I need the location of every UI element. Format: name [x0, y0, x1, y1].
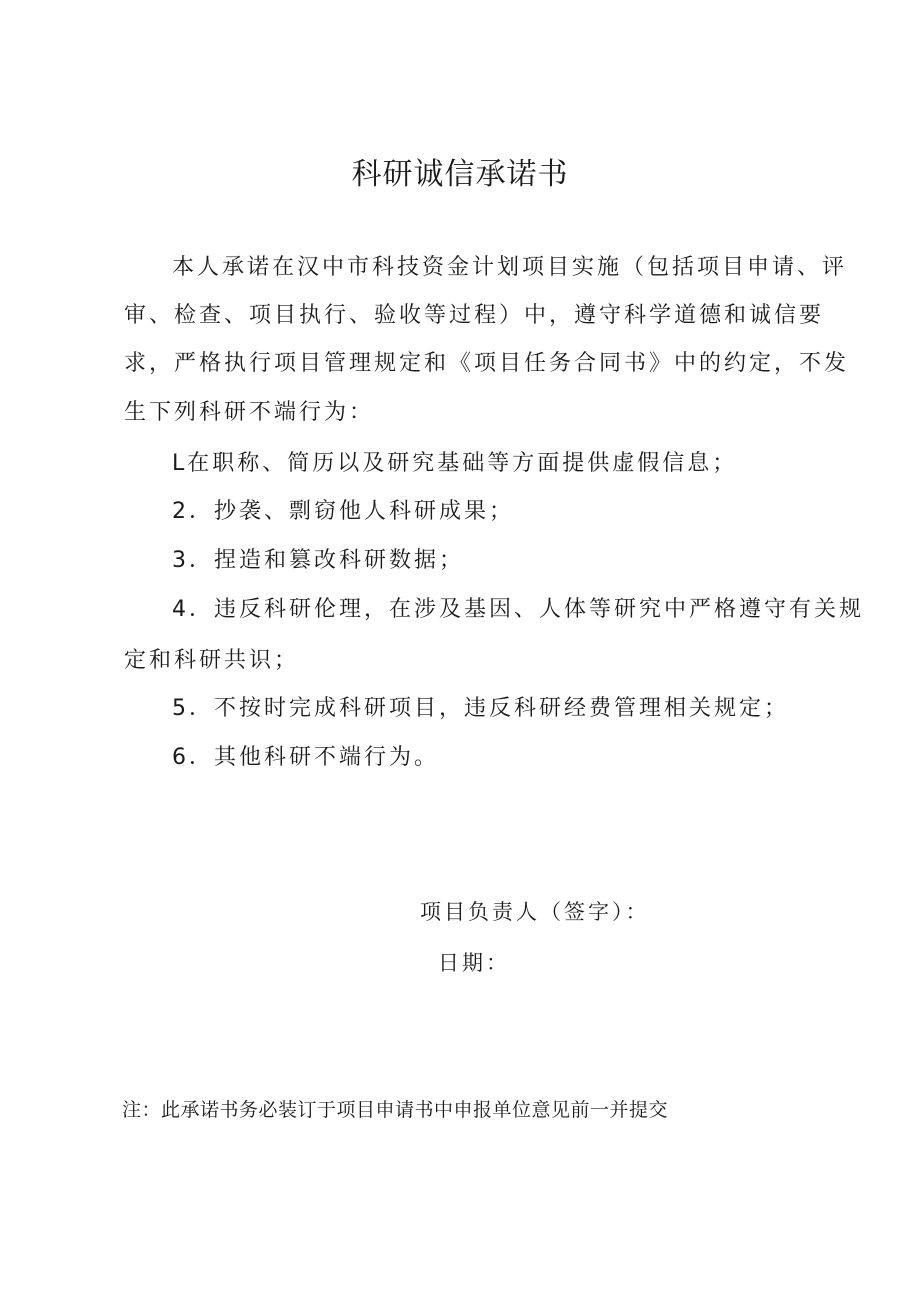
list-item-1: L在职称、简历以及研究基础等方面提供虚假信息； — [172, 451, 738, 476]
list-item-6: 6．其他科研不端行为。 — [172, 745, 439, 770]
intro-line-2: 审、检查、项目执行、验收等过程）中，遵守科学道德和诚信要 — [124, 303, 825, 328]
list-item-4-continued: 定和科研共识； — [124, 648, 300, 673]
footnote: 注：此承诺书务必装订于项目申请书中申报单位意见前一并提交 — [122, 1099, 669, 1121]
list-item-4: 4．违反科研伦理，在涉及基因、人体等研究中严格遵守有关规 — [172, 597, 864, 622]
intro-line-4: 生下列科研不端行为： — [124, 400, 375, 425]
date-label: 日期： — [438, 951, 510, 975]
intro-line-3: 求，严格执行项目管理规定和《项目任务合同书》中的约定，不发 — [124, 351, 850, 376]
list-item-5: 5．不按时完成科研项目，违反科研经费管理相关规定； — [172, 696, 789, 721]
document-title: 科研诚信承诺书 — [351, 157, 569, 192]
list-item-3: 3．捏造和篡改科研数据； — [172, 548, 464, 573]
intro-line-1: 本人承诺在汉中市科技资金计划项目实施（包括项目申请、评 — [172, 255, 848, 280]
list-item-2: 2．抄袭、剽窃他人科研成果； — [172, 499, 514, 524]
project-leader-signature-label: 项目负责人（签字）： — [420, 900, 650, 924]
